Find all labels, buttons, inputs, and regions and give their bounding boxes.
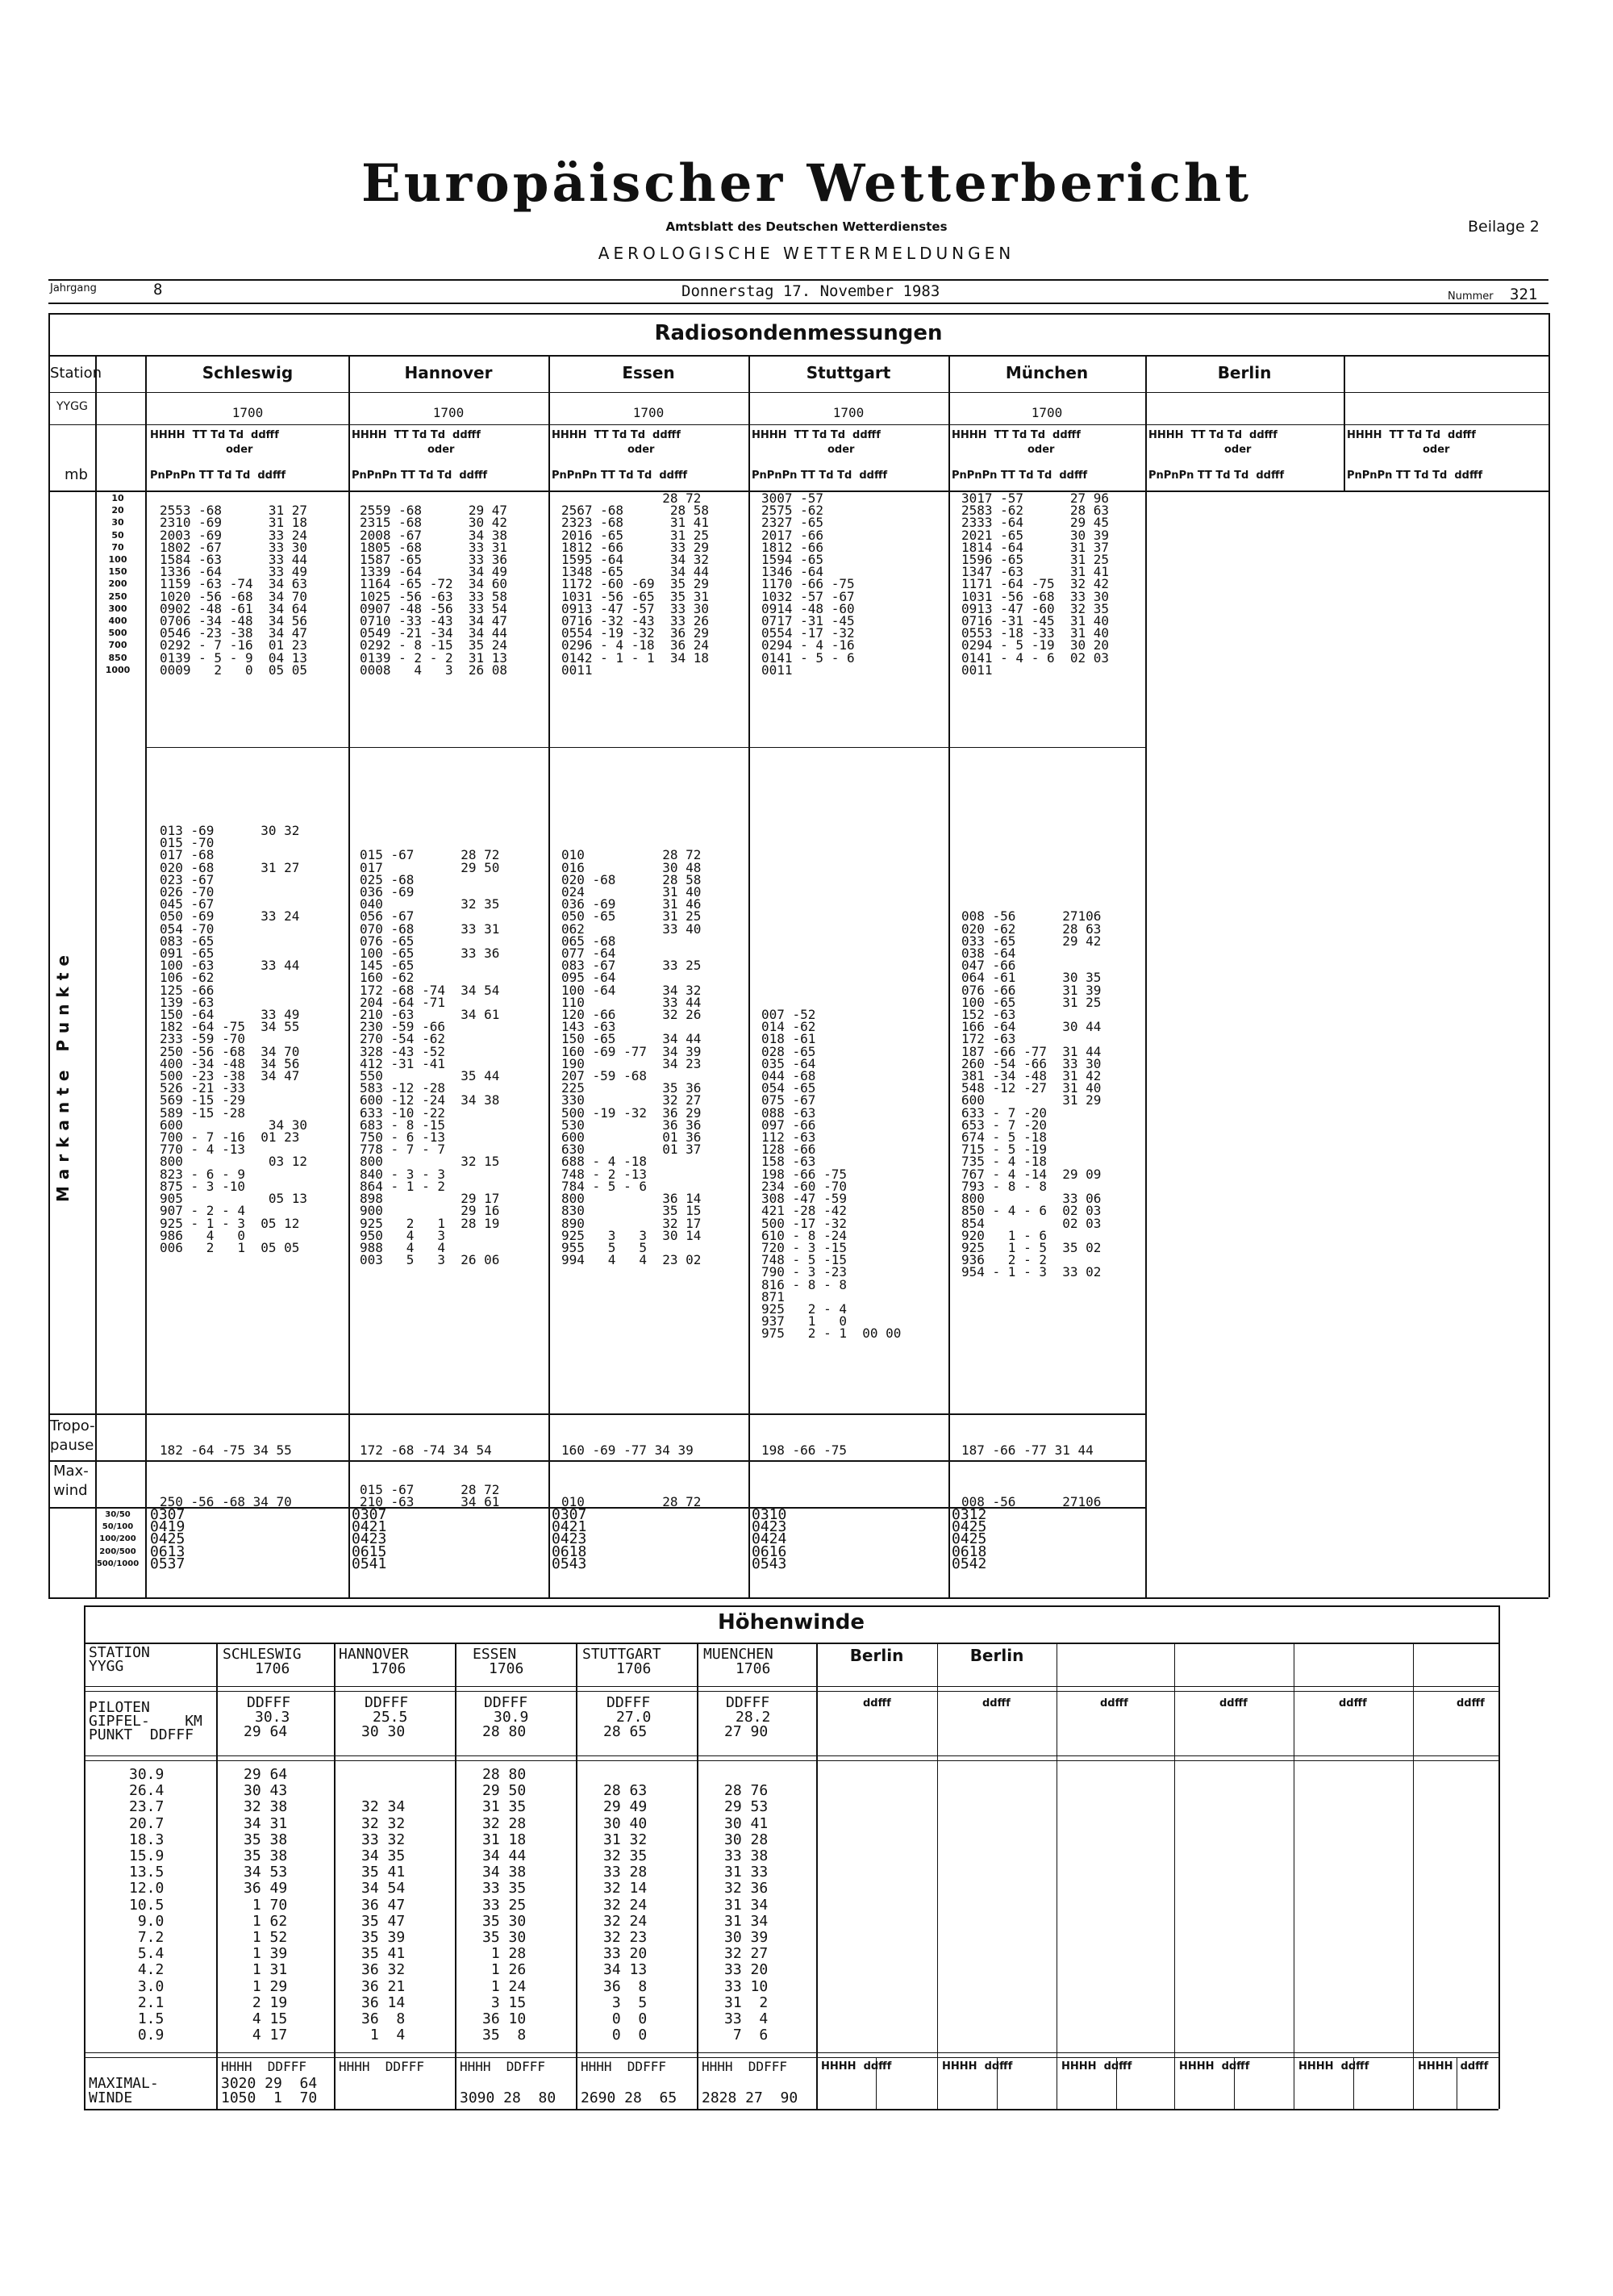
nummer-value: 321 bbox=[1510, 286, 1538, 303]
jahrgang-label: Jahrgang bbox=[50, 282, 97, 294]
extra-ddfff-head: ddfff bbox=[1219, 1697, 1248, 1709]
significant-points-essen: 010 28 72 016 30 48 020 -68 28 58 024 31 40 036 -69 31 46 050 -65 31 25 062 33 40 065 -68 077 -64 083 -67 33 25 095 -64 100 -64 34 32 110 33 44 120 -66 32 26 143 -63 150 -65 34 44 160 -69 -77 34 39 190 34 23 207 -59 -68 225 35 36 330 32 27 500 -19 -32 36 29 530 36 36 600 01 36 630 01 37 688 - 4 -18 748 - 2 -13 784 - 5 - 6 800 36 14 830 35 15 890 32 17 925 3 3 30 14 955 5 5 994 4 4 23 02 bbox=[561, 847, 702, 1268]
column-subheader: PnPnPn TT Td Td ddfff bbox=[1148, 470, 1285, 482]
mb-label: mb bbox=[65, 466, 88, 483]
extra-ddfff-head: ddfff bbox=[863, 1697, 891, 1709]
beilage-label: Beilage 2 bbox=[1468, 218, 1540, 236]
tropopause-label: Tropo- pause bbox=[50, 1417, 95, 1454]
upper-winds-heights: 30.9 26.4 23.7 20.7 18.3 15.9 13.5 12.0 10.5 9.0 7.2 5.4 4.2 3.0 2.1 1.5 0.9 bbox=[129, 1766, 165, 2044]
station-name-essen: Essen bbox=[622, 363, 675, 382]
standard-levels-stuttgart: 3007 -57 2575 -62 2327 -65 2017 -66 1812 -66 1594 -65 1346 -64 1170 -66 -75 1032 -57 -67 0914 -48 -60 0717 -31 -45 0554 -17 -32 0294 - 4 -16 0141 - 5 - 6 0011 bbox=[761, 491, 855, 678]
upper-winds-labels: STATION YYGG PILOTEN GIPFEL- KM PUNKT DDFFF bbox=[89, 1644, 202, 1743]
maximal-winde-label: MAXIMAL- WINDE bbox=[89, 2075, 159, 2106]
column-subheader: HHHH TT Td Td ddfff bbox=[552, 429, 681, 441]
column-subheader: PnPnPn TT Td Td ddfff bbox=[150, 470, 286, 482]
column-subheader: PnPnPn TT Td Td ddfff bbox=[952, 470, 1088, 482]
column-subheader: PnPnPn TT Td Td ddfff bbox=[752, 470, 888, 482]
wind-column-berlin-name: Berlin bbox=[849, 1646, 904, 1665]
station-time: 1700 bbox=[1031, 405, 1063, 420]
standard-levels-hannover: 2559 -68 29 47 2315 -68 30 42 2008 -67 34 38 1805 -68 33 31 1587 -65 33 36 1339 -64 34 49 1164 -65 -72 34 60 1025 -56 -63 33 58 0907 -48 -56 33 54 0710 -33 -43 34 47 0549 -21 -34 34 44 0292 - 8 -15 35 24 0139 - 2 - 2 31 13 0008 4 3 26 08 bbox=[360, 503, 508, 678]
station-time: 1700 bbox=[432, 405, 465, 420]
station-name-hannover: Hannover bbox=[404, 363, 493, 382]
section-title: AEROLOGISCHE WETTERMELDUNGEN bbox=[598, 244, 1015, 263]
maxwind-essen: 010 28 72 bbox=[561, 1494, 702, 1510]
column-subheader: HHHH TT Td Td ddfff bbox=[150, 429, 279, 441]
extra-ddfff-head: ddfff bbox=[982, 1697, 1011, 1709]
station-name-berlin: Berlin bbox=[1217, 363, 1272, 382]
standard-levels-muenchen: 3017 -57 27 96 2583 -62 28 63 2333 -64 29 45 2021 -65 30 39 1814 -64 31 37 1596 -65 31 25 1347 -63 31 41 1171 -64 -75 32 42 1031 -56 -68 33 30 0913 -47 -60 32 35 0716 -31 -45 31 40 0553 -18 -33 31 40 0294 - 5 -19 30 20 0141 - 4 - 6 02 03 0011 bbox=[961, 491, 1110, 678]
column-subheader: HHHH TT Td Td ddfff bbox=[1347, 429, 1476, 441]
station-name-schleswig: Schleswig bbox=[202, 363, 294, 382]
page-title: Europäischer Wetterbericht bbox=[361, 153, 1252, 214]
column-subheader-oder: oder bbox=[1224, 444, 1252, 456]
maxwind-muenchen: 008 -56 27106 bbox=[961, 1494, 1102, 1510]
yygg-label: YYGG bbox=[56, 400, 88, 413]
significant-points-muenchen: 008 -56 27106 020 -62 28 63 033 -65 29 42 038 -64 047 -66 064 -61 30 35 076 -66 31 39 100 -65 31 25 152 -63 166 -64 30 44 172 -63 187 -66 -77 31 44 260 -54 -66 33 30 381 -34 -48 31 42 548 -12 -27 31 40 600 31 29 633 - 7 -20 653 - 7 -20 674 - 5 -18 715 - 5 -19 735 - 4 -18 767 - 4 -14 29 09 793 - 8 - 8 800 33 06 850 - 4 - 6 02 03 854 02 03 920 1 - 6 925 1 - 5 35 02 936 2 - 2 954 - 1 - 3 33 02 bbox=[961, 908, 1102, 1280]
station-time: 1700 bbox=[632, 405, 665, 420]
column-subheader-oder: oder bbox=[827, 444, 855, 456]
significant-points-hannover: 015 -67 28 72 017 29 50 025 -68 036 -69 040 32 35 056 -67 070 -68 33 31 076 -65 100 -65 33 36 145 -65 160 -62 172 -68 -74 34 54 204 -64 -71 210 -63 34 61 230 -59 -66 270 -54 -62 328 -43 -52 412 -31 -41 550 35 44 583 -12 -28 600 -12 -24 34 38 633 -10 -22 683 - 8 -15 750 - 6 -13 778 - 7 - 7 800 32 15 840 - 3 - 3 864 - 1 - 2 898 29 17 900 29 16 925 2 1 28 19 950 4 3 988 4 4 003 5 3 26 06 bbox=[360, 847, 500, 1268]
significant-points-stuttgart: 007 -52 014 -62 018 -61 028 -65 035 -64 044 -68 054 -65 075 -67 088 -63 097 -66 112 -63 128 -66 158 -63 198 -66 -75 234 -60 -70 308 -47 -59 421 -28 -42 500 -17 -32 610 - 8 -24 720 - 3 -15 748 - 5 -15 790 - 3 -23 816 - 8 - 8 871 925 2 - 4 937 1 0 975 2 - 1 00 00 bbox=[761, 1007, 902, 1342]
station-time: 1700 bbox=[832, 405, 865, 420]
extra-max-head: HHHH ddfff bbox=[1298, 2060, 1369, 2073]
shear-essen: 0307 0421 0423 0618 0543 bbox=[552, 1506, 587, 1572]
column-subheader-oder: oder bbox=[627, 444, 655, 456]
column-subheader: HHHH TT Td Td ddfff bbox=[752, 429, 881, 441]
tropopause-hannover: 172 -68 -74 34 54 bbox=[360, 1442, 492, 1458]
nummer-label: Nummer bbox=[1448, 290, 1494, 303]
significant-points-schleswig: 013 -69 30 32 015 -70 017 -68 020 -68 31 27 023 -67 026 -70 045 -67 050 -69 33 24 054 -70 083 -65 091 -65 100 -63 33 44 106 -62 125 -66 139 -63 150 -64 33 49 182 -64 -75 34 55 233 -59 -70 250 -56 -68 34 70 400 -34 -48 34 56 500 -23 -38 34 47 526 -21 -33 569 -15 -29 589 -15 -28 600 34 30 700 - 7 -16 01 23 770 - 4 -13 800 03 12 823 - 6 - 9 875 - 3 -10 905 05 13 907 - 2 - 4 925 - 1 - 3 05 12 986 4 0 006 2 1 05 05 bbox=[160, 823, 308, 1255]
station-time: 1700 bbox=[231, 405, 264, 420]
wind-column-berlin-name: Berlin bbox=[969, 1646, 1024, 1665]
column-subheader: HHHH TT Td Td ddfff bbox=[1148, 429, 1277, 441]
upper-winds-table: Höhenwinde STATION YYGG PILOTEN GIPFEL- KM PUNKT DDFFF 30.9 26.4 23.7 20.7 18.3 15.9 13.5 12.0 10.5 9.0 7.2 5.4 4.2 3.0 2.1 1.5 0.9 MAXIMAL- WINDE SCHLESWIG 1706 DDFFF 30.3 29 64 29 64 30 43 32 38 34 31 35 38 35 38 34 53 36 49 1 70 1 62 1 52 1 39 1 31 1 29 2 19 4 15 4 17 HHHH DDFFF 3020 29 64 1050 1 70 HANNOVER 1706 DDFFF 25.5 30 30 32 34 32 32 33 32 34 35 35 41 34 54 36 47 35 47 35 39 35 41 36 32 36 21 36 14 36 8 1 4 HHHH DDFFF ESSEN 1706 DDFFF 30.9 28 80 28 80 29 50 31 35 32 28 31 18 34 44 34 38 33 35 33 25 35 30 35 30 1 28 1 26 1 24 3 15 36 10 35 8 HHHH DDFFF 3090 28 80 STUTTGART 1706 DDFFF 27.0 28 65 28 63 29 49 30 40 31 32 32 35 33 28 32 14 32 24 32 24 32 23 33 20 34 13 36 8 3 5 0 0 0 0 HHHH DDFFF 2690 28 65 MUENCHEN 1706 DDFFF 28.2 27 90 28 76 29 53 30 41 30 28 33 38 31 33 32 36 31 34 31 34 30 39 32 27 33 20 33 10 31 2 33 4 7 6 HHHH DDFFF 2828 27 90 Berlin Berlin ddfff ddfff ddfff ddfff ddfff ddfff HHHH ddfff HHHH ddfff HHHH ddfff HHHH ddfff HHHH ddfff HHHH ddfff bbox=[0, 0, 1613, 2296]
column-subheader-oder: oder bbox=[1423, 444, 1450, 456]
tropopause-stuttgart: 198 -66 -75 bbox=[761, 1442, 847, 1458]
extra-ddfff-head: ddfff bbox=[1339, 1697, 1367, 1709]
standard-levels-schleswig: 2553 -68 31 27 2310 -69 31 18 2003 -69 33 24 1802 -67 33 30 1584 -63 33 44 1336 -64 33 49 1159 -63 -74 34 63 1020 -56 -68 34 70 0902 -48 -61 34 64 0706 -34 -48 34 56 0546 -23 -38 34 47 0292 - 7 -16 01 23 0139 - 5 - 9 04 13 0009 2 0 05 05 bbox=[160, 503, 308, 678]
maxwind-schleswig: 250 -56 -68 34 70 bbox=[160, 1494, 292, 1510]
extra-max-head: HHHH ddfff bbox=[1061, 2060, 1132, 2073]
column-subheader-oder: oder bbox=[1027, 444, 1055, 456]
maxwind-hannover: 015 -67 28 72 210 -63 34 61 bbox=[360, 1482, 500, 1510]
markante-punkte-label: Markante Punkte bbox=[53, 949, 73, 1202]
tropopause-essen: 160 -69 -77 34 39 bbox=[561, 1442, 694, 1458]
extra-max-head: HHHH ddfff bbox=[1179, 2060, 1250, 2073]
shear-hannover: 0307 0421 0423 0615 0541 bbox=[352, 1506, 387, 1572]
column-subheader-oder: oder bbox=[226, 444, 253, 456]
report-date: Donnerstag 17. November 1983 bbox=[681, 282, 940, 300]
shear-muenchen: 0312 0425 0425 0618 0542 bbox=[952, 1506, 987, 1572]
column-subheader: PnPnPn TT Td Td ddfff bbox=[552, 470, 688, 482]
radiosonde-title: Radiosondenmessungen bbox=[654, 321, 943, 345]
column-subheader: PnPnPn TT Td Td ddfff bbox=[1347, 470, 1483, 482]
tropopause-muenchen: 187 -66 -77 31 44 bbox=[961, 1442, 1094, 1458]
station-name-muenchen: München bbox=[1005, 363, 1089, 382]
column-subheader: PnPnPn TT Td Td ddfff bbox=[352, 470, 488, 482]
station-name-stuttgart: Stuttgart bbox=[806, 363, 891, 382]
column-subheader: HHHH TT Td Td ddfff bbox=[952, 429, 1081, 441]
extra-max-head: HHHH ddfff bbox=[1418, 2060, 1489, 2073]
radiosonde-table: Radiosondenmessungen Station YYGG mb 10 20 30 50 70 100 150 200 250 300 400 500 700 850 1000 Markante Punkte Tropo- pause Max- wind 30/50 50/100 100/200 200/500 500/1000 Schleswig Hannover Essen Stuttgart München Berlin 1700 1700 1700 1700 1700 HHHH TT Td Td ddfff oder PnPnPn TT Td Td ddfff HHHH TT Td Td ddfff oder PnPnPn TT Td Td ddfff HHHH TT Td Td ddfff oder PnPnPn TT Td Td ddfff HHHH TT Td Td ddfff oder PnPnPn TT Td Td ddfff HHHH TT Td Td ddfff oder PnPnPn TT Td Td ddfff HHHH TT Td Td ddfff oder PnPnPn TT Td Td ddfff HHHH TT Td Td ddfff oder PnPnPn TT Td Td ddfff 2553 -68 31 27 2310 -69 31 18 2003 -69 33 24 1802 -67 33 30 1584 -63 33 44 1336 -64 33 49 1159 -63 -74 34 63 1020 -56 -68 34 70 0902 -48 -61 34 64 0706 -34 -48 34 56 0546 -23 -38 34 47 0292 - 7 -16 01 23 0139 - 5 - 9 04 13 0009 2 0 05 05 2559 -68 29 47 2315 -68 30 42 2008 -67 34 38 1805 -68 33 31 1587 -65 33 36 1339 -64 34 49 1164 -65 -72 34 60 1025 -56 -63 33 58 0907 -48 -56 33 54 0710 -33 -43 34 47 0549 -21 -34 34 44 0292 - 8 -15 35 24 0139 - 2 - 2 31 13 0008 4 3 26 08 28 72 2567 -68 28 58 2323 -68 31 41 2016 -65 31 25 1812 -66 33 29 1595 -64 34 32 1348 -65 34 44 1172 -60 -69 35 29 1031 -56 -65 35 31 0913 -47 -57 33 30 0716 -32 -43 33 26 0554 -19 -32 36 29 0296 - 4 -18 36 24 0142 - 1 - 1 34 18 0011 3007 -57 2575 -62 2327 -65 2017 -66 1812 -66 1594 -65 1346 -64 1170 -66 -75 1032 -57 -67 0914 -48 -60 0717 -31 -45 0554 -17 -32 0294 - 4 -16 0141 - 5 - 6 0011 3017 -57 27 96 2583 -62 28 63 2333 -64 29 45 2021 -65 30 39 1814 -64 31 37 1596 -65 31 25 1347 -63 31 41 1171 -64 -75 32 42 1031 -56 -68 33 30 0913 -47 -60 32 35 0716 -31 -45 31 40 0553 -18 -33 31 40 0294 - 5 -19 30 20 0141 - 4 - 6 02 03 0011 013 -69 30 32 015 -70 017 -68 020 -68 31 27 023 -67 026 -70 045 -67 050 -69 33 24 054 -70 083 -65 091 -65 100 -63 33 44 106 -62 125 -66 139 -63 150 -64 33 49 182 -64 -75 34 55 233 -59 -70 250 -56 -68 34 70 400 -34 -48 34 56 500 -23 -38 34 47 526 -21 -33 569 -15 -29 589 -15 -28 600 34 30 700 - 7 -16 01 23 770 - 4 -13 800 03 12 823 - 6 - 9 875 - 3 -10 905 05 13 907 - 2 - 4 925 - 1 - 3 05 12 986 4 0 006 2 1 05 05 015 -67 28 72 017 29 50 025 -68 036 -69 040 32 35 056 -67 070 -68 33 31 076 -65 100 -65 33 36 145 -65 160 -62 172 -68 -74 34 54 204 -64 -71 210 -63 34 61 230 -59 -66 270 -54 -62 328 -43 -52 412 -31 -41 550 35 44 583 -12 -28 600 -12 -24 34 38 633 -10 -22 683 - 8 -15 750 - 6 -13 778 - 7 - 7 800 32 15 840 - 3 - 3 864 - 1 - 2 898 29 17 900 29 16 925 2 1 28 19 950 4 3 988 4 4 003 5 3 26 06 010 28 72 016 30 48 020 -68 28 58 024 31 40 036 -69 31 46 050 -65 31 25 062 33 40 065 -68 077 -64 083 -67 33 25 095 -64 100 -64 34 32 110 33 44 120 -66 32 26 143 -63 150 -65 34 44 160 -69 -77 34 39 190 34 23 207 -59 -68 225 35 36 330 32 27 500 -19 -32 36 29 530 36 36 600 01 36 630 01 37 688 - 4 -18 748 - 2 -13 784 - 5 - 6 800 36 14 830 35 15 890 32 17 925 3 3 30 14 955 5 5 994 4 4 23 02 007 -52 014 -62 018 -61 028 -65 035 -64 044 -68 054 -65 075 -67 088 -63 097 -66 112 -63 128 -66 158 -63 198 -66 -75 234 -60 -70 308 -47 -59 421 -28 -42 500 -17 -32 610 - 8 -24 720 - 3 -15 748 - 5 -15 790 - 3 -23 816 - 8 - 8 871 925 2 - 4 937 1 0 975 2 - 1 00 00 008 -56 27106 020 -62 28 63 033 -65 29 42 038 -64 047 -66 064 -61 30 35 076 -66 31 39 100 -65 31 25 152 -63 166 -64 30 44 172 -63 187 -66 -77 31 44 260 -54 -66 33 30 381 -34 -48 31 42 548 -12 -27 31 40 600 31 29 633 - 7 -20 653 - 7 -20 674 - 5 -18 715 - 5 -19 735 - 4 -18 767 - 4 -14 29 09 793 - 8 - 8 800 33 06 850 - 4 - 6 02 03 854 02 03 920 1 - 6 925 1 - 5 35 02 936 2 - 2 954 - 1 - 3 33 02 182 -64 -75 34 55 172 -68 -74 34 54 160 -69 -77 34 39 198 -66 -75 187 -66 -77 31 44 250 -56 -68 34 70 015 -67 28 72 210 -63 34 61 010 28 72 008 -56 27106 0307 0419 0425 0613 0537 0307 0421 0423 0615 0541 0307 0421 0423 0618 0543 0310 0423 0424 0616 0543 0312 0425 0425 0618 0542 bbox=[0, 0, 1613, 1597]
maxwind-label: Max- wind bbox=[53, 1463, 89, 1499]
subtitle: Amtsblatt des Deutschen Wetterdienstes bbox=[665, 219, 948, 234]
column-subheader-oder: oder bbox=[427, 444, 455, 456]
column-subheader: HHHH TT Td Td ddfff bbox=[352, 429, 481, 441]
tropopause-schleswig: 182 -64 -75 34 55 bbox=[160, 1442, 292, 1458]
standard-levels-essen: 28 72 2567 -68 28 58 2323 -68 31 41 2016 -65 31 25 1812 -66 33 29 1595 -64 34 32 1348 -65 34 44 1172 -60 -69 35 29 1031 -56 -65 35 31 0913 -47 -57 33 30 0716 -32 -43 33 26 0554 -19 -32 36 29 0296 - 4 -18 36 24 0142 - 1 - 1 34 18 0011 bbox=[561, 491, 710, 678]
jahrgang-value: 8 bbox=[153, 281, 163, 298]
extra-ddfff-head: ddfff bbox=[1457, 1697, 1485, 1709]
shear-schleswig: 0307 0419 0425 0613 0537 bbox=[150, 1506, 185, 1572]
extra-max-head: HHHH ddfff bbox=[821, 2060, 892, 2073]
upper-winds-title: Höhenwinde bbox=[718, 1610, 865, 1634]
extra-ddfff-head: ddfff bbox=[1100, 1697, 1128, 1709]
shear-stuttgart: 0310 0423 0424 0616 0543 bbox=[752, 1506, 787, 1572]
extra-max-head: HHHH ddfff bbox=[942, 2060, 1013, 2073]
station-label: Station bbox=[50, 365, 102, 382]
